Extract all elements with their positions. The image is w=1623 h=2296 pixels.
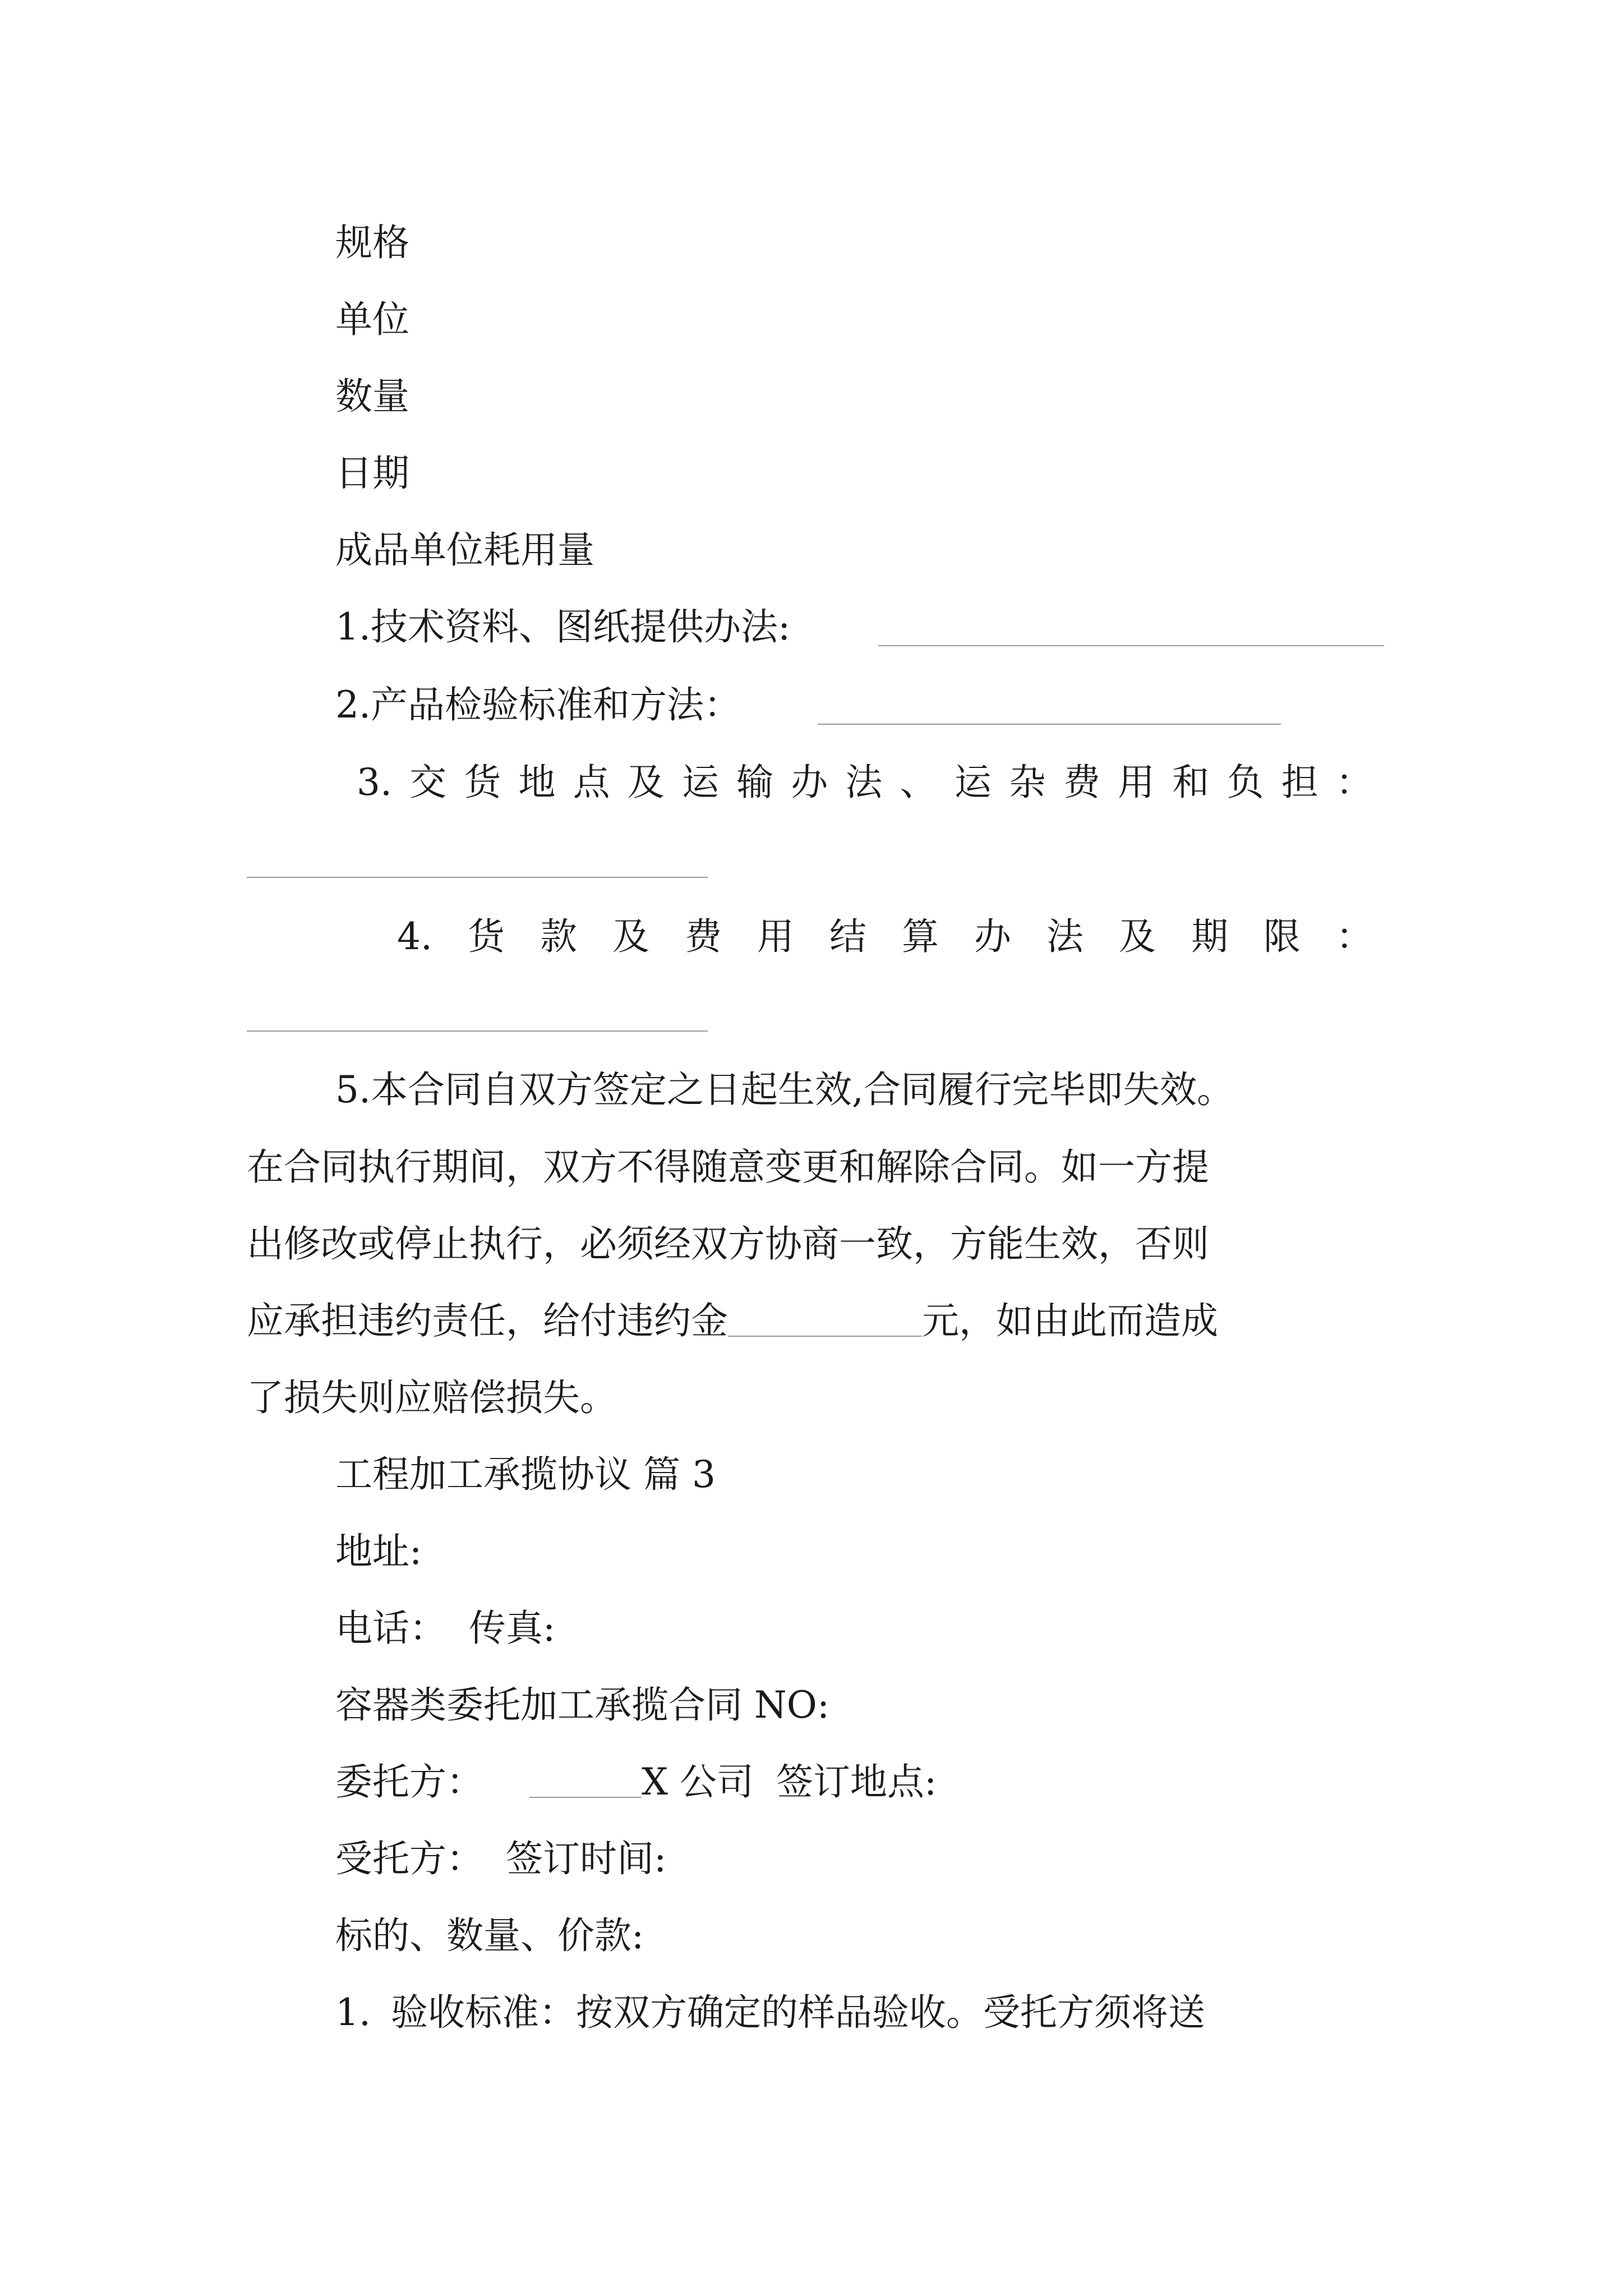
clause-3-char: 交 [409, 761, 447, 804]
clause-3-char: 输 [736, 761, 774, 804]
clause-3-char: 运 [954, 761, 992, 804]
list-item-date: 日期 [335, 452, 409, 495]
clause-3-char: 费 [1063, 761, 1101, 804]
clause-3-char: 和 [1172, 761, 1210, 804]
clause-5-line-1: 5.本合同自双方签定之日起生效,合同履行完毕即失效。 [335, 1068, 1234, 1111]
clause-4-char: ： [1335, 915, 1373, 958]
clause-4-char: 4. [397, 915, 432, 958]
clause-3-char: 杂 [1008, 761, 1046, 804]
clause-4-char: 款 [540, 915, 577, 958]
clause-3-char: 运 [681, 761, 719, 804]
clause-4-char: 办 [974, 915, 1011, 958]
penalty-amount-blank [728, 1336, 922, 1337]
clause-3-char: 3. [357, 761, 392, 804]
contract-title: 容器类委托加工承揽合同 NO: [335, 1683, 830, 1727]
clause-4-char: 用 [757, 915, 794, 958]
contractor-label: 受托方： [335, 1837, 483, 1880]
clause-3-char: 用 [1118, 761, 1155, 804]
clause-3-char: ： [1335, 761, 1373, 804]
phone-label: 电话： [335, 1607, 446, 1650]
clause-2 [335, 680, 741, 730]
client-name-blank [529, 1797, 642, 1798]
clause-3-char: 负 [1227, 761, 1264, 804]
subject-line: 标的、数量、价款: [335, 1914, 644, 1957]
clause-4-char: 算 [901, 915, 939, 958]
section-title: 工程加工承揽协议 篇 3 [335, 1453, 716, 1496]
sign-place-label: 签订地点: [776, 1760, 937, 1803]
clause-4 [397, 912, 1373, 962]
acceptance-number: 1. [335, 1991, 371, 2034]
client-line [335, 1757, 937, 1807]
clause-4-char: 法 [1046, 915, 1083, 958]
clause-4-blank [247, 1030, 708, 1032]
list-item-consumption: 成品单位耗用量 [335, 528, 594, 572]
clause-4-char: 结 [829, 915, 866, 958]
clause-1-text: 1.技术资料、图纸提供办法: [335, 605, 791, 648]
sign-time-label: 签订时间: [506, 1837, 667, 1880]
list-item-quantity: 数量 [335, 375, 409, 418]
contractor-line [335, 1834, 666, 1884]
clause-3-char: 及 [627, 761, 665, 804]
clause-5-line-3: 出修改或停止执行，必须经双方协商一致，方能生效，否则 [247, 1222, 1209, 1266]
clause-3-char: 、 [900, 761, 937, 804]
clause-5-line-4: 应承担违约责任，给付违约金 元，如由此而造成 [247, 1299, 1218, 1342]
client-label: 委托方： [335, 1760, 483, 1803]
clause-1 [335, 602, 790, 652]
acceptance-line [335, 1987, 1205, 2038]
clause-3-char: 点 [573, 761, 610, 804]
list-item-unit: 单位 [335, 298, 409, 341]
clause-2-text: 2.产品检验标准和方法： [335, 683, 741, 726]
clause-4-char: 及 [1118, 915, 1156, 958]
acceptance-text: 验收标准：按双方确定的样品验收。受托方须将送 [390, 1991, 1205, 2034]
fax-label: 传真: [469, 1607, 556, 1650]
client-company: X 公司 [642, 1760, 754, 1803]
clause-3-char: 法 [845, 761, 883, 804]
list-item-spec: 规格 [335, 221, 409, 264]
clause-3-blank [247, 877, 708, 878]
clause-5-line-5: 了损失则应赔偿损失。 [247, 1376, 617, 1419]
clause-4-char: 限 [1263, 915, 1301, 958]
clause-4-char: 货 [467, 915, 505, 958]
clause-3-char: 担 [1281, 761, 1318, 804]
clause-4-char: 期 [1191, 915, 1228, 958]
clause-3-char: 办 [791, 761, 828, 804]
clause-3-char: 货 [464, 761, 501, 804]
address-label: 地址: [335, 1530, 422, 1573]
clause-3 [357, 757, 1373, 808]
clause-4-char: 及 [612, 915, 649, 958]
clause-4-char: 费 [684, 915, 722, 958]
clause-1-blank [878, 645, 1384, 646]
clause-5-line-2: 在合同执行期间，双方不得随意变更和解除合同。如一方提 [247, 1145, 1209, 1189]
phone-fax-line [335, 1603, 555, 1654]
clause-2-blank [818, 724, 1281, 725]
clause-3-char: 地 [518, 761, 556, 804]
